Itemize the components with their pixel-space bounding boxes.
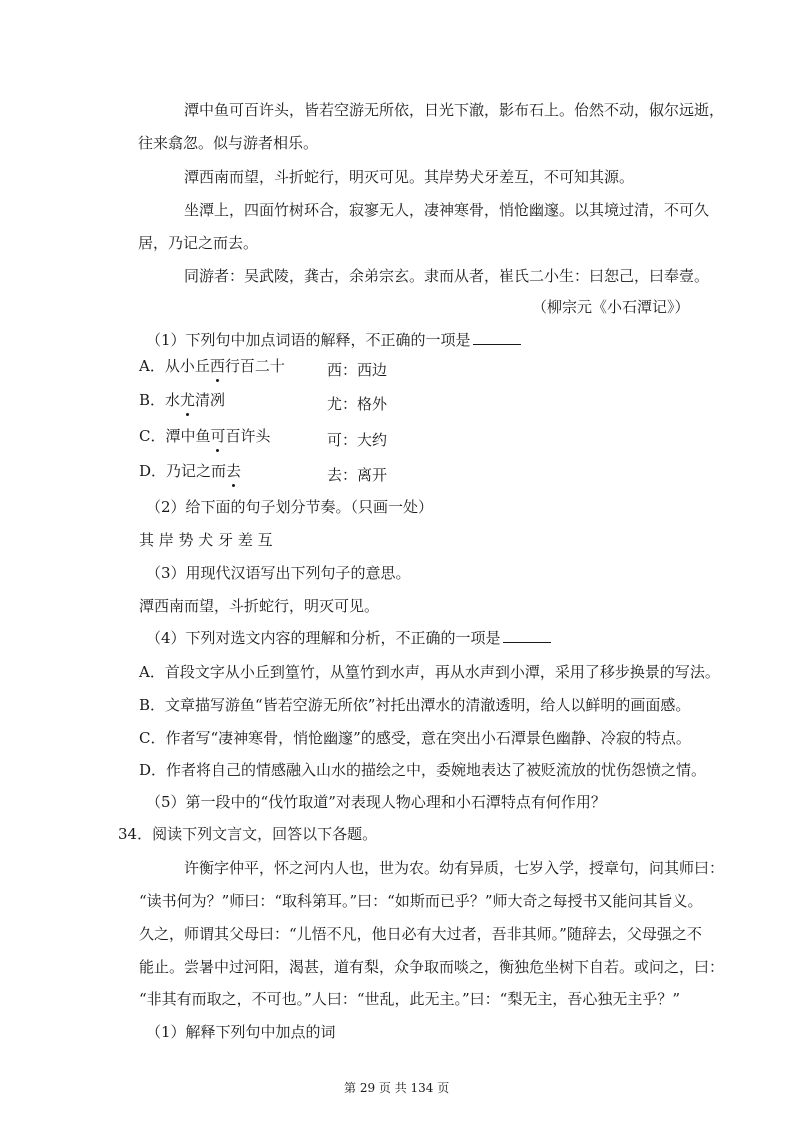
passage-line: 潭中鱼可百许头，皆若空游无所依，日光下澈，影布石上。佁然不动，俶尔远逝，	[184, 101, 725, 119]
emphasis-dot-char: 尤	[180, 391, 196, 409]
q1-gloss-a: 西：西边	[327, 361, 388, 379]
passage-line: 居，乃记之而去。	[138, 234, 259, 252]
answer-blank	[473, 330, 521, 345]
passage-2-line: 能止。尝暑中过河阳，渴甚，道有梨，众争取而啖之，衡独危坐树下自若。或问之，曰：	[139, 958, 725, 976]
question-2-sentence: 其 岸 势 犬 牙 差 互	[139, 531, 273, 549]
q1-gloss-c: 可：大约	[327, 431, 388, 449]
q1-option-b: B．水尤清冽	[139, 391, 226, 409]
question-34-heading: 34．阅读下列文言文，回答以下各题。	[118, 825, 378, 843]
q4-option-d: D．作者将自己的情感融入山水的描绘之中，委婉地表达了被贬流放的忧伤怨愤之情。	[139, 761, 707, 779]
q4-option-c: C．作者写“凄神寒骨，悄怆幽邃”的感受，意在突出小石潭景色幽静、冷寂的特点。	[139, 729, 691, 747]
q1-option-c: C．潭中鱼可百许头	[139, 427, 271, 445]
passage-2-line: 许衡字仲平，怀之河内人也，世为农。幼有异质，七岁入学，授章句，问其师曰：	[184, 859, 725, 877]
question-34-sub1: （1）解释下列句中加点的词	[146, 1023, 336, 1041]
passage-line: 同游者：吴武陵，龚古，余弟宗玄。隶而从者，崔氏二小生：曰恕己，曰奉壹。	[184, 267, 710, 285]
passage-line: 坐潭上，四面竹树环合，寂寥无人，凄神寒骨，悄怆幽邃。以其境过清，不可久	[184, 201, 710, 219]
passage-2-line: “非其有而取之，不可也。”人曰：“世乱，此无主。”曰：“梨无主，吾心独无主乎？”	[139, 990, 681, 1008]
q1-gloss-d: 去：离开	[327, 466, 388, 484]
question-4-stem	[146, 628, 551, 648]
question-5-stem: （5）第一段中的“伐竹取道”对表现人物心理和小石潭特点有何作用？	[146, 793, 606, 811]
question-3-stem: （3）用现代汉语写出下列句子的意思。	[146, 564, 411, 582]
passage-line: 潭西南而望，斗折蛇行，明灭可见。其岸势犬牙差互，不可知其源。	[184, 168, 635, 186]
q4-option-b: B．文章描写游鱼“皆若空游无所依”衬托出潭水的清澈透明，给人以鲜明的画面感。	[139, 696, 691, 714]
passage-source: （柳宗元《小石潭记》）	[532, 298, 690, 316]
q1-gloss-b: 尤：格外	[327, 395, 388, 413]
passage-2-line: 久之，师谓其父母曰：“儿悟不凡，他日必有大过者，吾非其师。”随辞去，父母强之不	[139, 925, 702, 943]
question-1-stem	[146, 330, 521, 350]
passage-line: 往来翕忽。似与游者相乐。	[138, 134, 319, 152]
q1-option-a: A．从小丘西行百二十	[139, 357, 285, 375]
question-3-sentence: 潭西南而望，斗折蛇行，明灭可见。	[139, 597, 380, 615]
q1-option-d: D．乃记之而去	[139, 462, 242, 480]
question-4-stem-text: （4）下列对选文内容的理解和分析，不正确的一项是	[146, 629, 501, 647]
q4-option-a: A．首段文字从小丘到篁竹，从篁竹到水声，再从水声到小潭，采用了移步换景的写法。	[139, 663, 720, 681]
emphasis-dot-char: 西	[209, 357, 225, 375]
emphasis-dot-char: 去	[226, 462, 242, 480]
passage-2-line: “读书何为？”师曰：“取科第耳。”曰：“如斯而已乎？”师大奇之每授书又能问其旨义。	[139, 892, 703, 910]
question-1-stem-text: （1）下列句中加点词语的解释，不正确的一项是	[146, 331, 471, 349]
question-2-stem: （2）给下面的句子划分节奏。（只画一处）	[146, 498, 434, 516]
page-footer: 第 29 页 共 134 页	[344, 1081, 450, 1095]
answer-blank	[503, 628, 551, 643]
emphasis-dot-char: 可	[210, 427, 226, 445]
